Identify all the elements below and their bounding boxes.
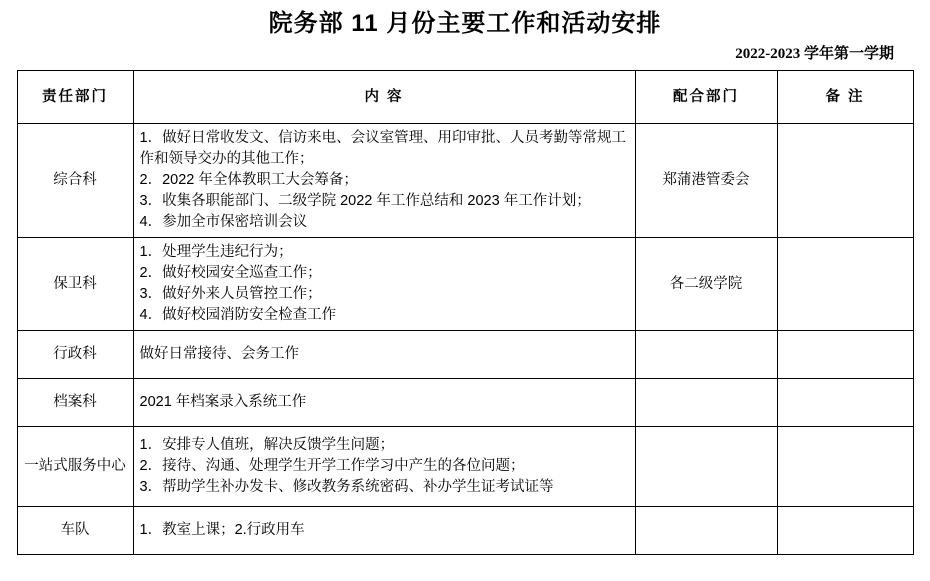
cell-coop	[635, 427, 777, 507]
cell-content	[133, 238, 635, 331]
table-header-row	[17, 71, 913, 124]
content-line: 4．做好校园消防安全检查工作	[139, 307, 337, 323]
table-row	[17, 331, 913, 379]
table-header	[17, 71, 913, 124]
column-header-remark: 备 注	[777, 71, 913, 124]
content-line: 2021 年档案录入系统工作	[139, 394, 307, 410]
cell-remark	[777, 331, 913, 379]
cell-remark	[777, 427, 913, 507]
column-header-coop: 配合部门	[635, 71, 777, 124]
cell-remark	[777, 124, 913, 238]
cell-remark	[777, 238, 913, 331]
cell-content	[133, 124, 635, 238]
content-line: 3．做好外来人员管控工作；	[139, 286, 322, 302]
cell-dept: 车队	[17, 507, 133, 555]
cell-content	[133, 379, 635, 427]
cell-content	[133, 507, 635, 555]
work-schedule-table	[17, 70, 914, 555]
content-line: 1．教室上课；2.行政用车	[139, 522, 305, 538]
table-body	[17, 124, 913, 555]
page-title: 院务部 11 月份主要工作和活动安排	[268, 10, 662, 37]
table-row	[17, 124, 913, 238]
cell-dept: 行政科	[17, 331, 133, 379]
content-line: 3．收集各职能部门、二级学院 2022 年工作总结和 2023 年工作计划；	[139, 193, 591, 209]
cell-content	[133, 331, 635, 379]
cell-dept: 保卫科	[17, 238, 133, 331]
content-line: 2．做好校园安全巡查工作；	[139, 265, 322, 281]
cell-dept: 档案科	[17, 379, 133, 427]
content-line: 2．接待、沟通、处理学生开学工作学习中产生的各位问题；	[139, 458, 525, 474]
content-line: 2．2022 年全体教职工大会筹备；	[139, 172, 358, 188]
cell-coop	[635, 331, 777, 379]
cell-remark	[777, 379, 913, 427]
cell-coop: 郑蒲港管委会	[635, 124, 777, 238]
content-line: 1．安排专人值班，解决反馈学生问题；	[139, 437, 395, 453]
cell-coop: 各二级学院	[635, 238, 777, 331]
cell-coop	[635, 507, 777, 555]
content-line: 3．帮助学生补办发卡、修改教务系统密码、补办学生证考试证等	[139, 479, 554, 495]
document-page	[0, 8, 930, 581]
document-subtitle: 2022-2023 学年第一学期	[735, 46, 894, 62]
content-line: 1．处理学生违纪行为；	[139, 244, 293, 260]
table-row	[17, 238, 913, 331]
content-line: 4．参加全市保密培训会议	[139, 214, 308, 230]
cell-dept: 综合科	[17, 124, 133, 238]
cell-remark	[777, 507, 913, 555]
table-row	[17, 379, 913, 427]
cell-coop	[635, 379, 777, 427]
content-line: 1．做好日常收发文、信访来电、会议室管理、用印审批、人员考勤等常规工作和领导交办的其他工作；	[139, 130, 627, 167]
cell-dept: 一站式服务中心	[17, 427, 133, 507]
column-header-dept: 责任部门	[17, 71, 133, 124]
cell-content	[133, 427, 635, 507]
table-row	[17, 507, 913, 555]
column-header-content: 内 容	[133, 71, 635, 124]
table-row	[17, 427, 913, 507]
content-line: 做好日常接待、会务工作	[139, 346, 299, 362]
